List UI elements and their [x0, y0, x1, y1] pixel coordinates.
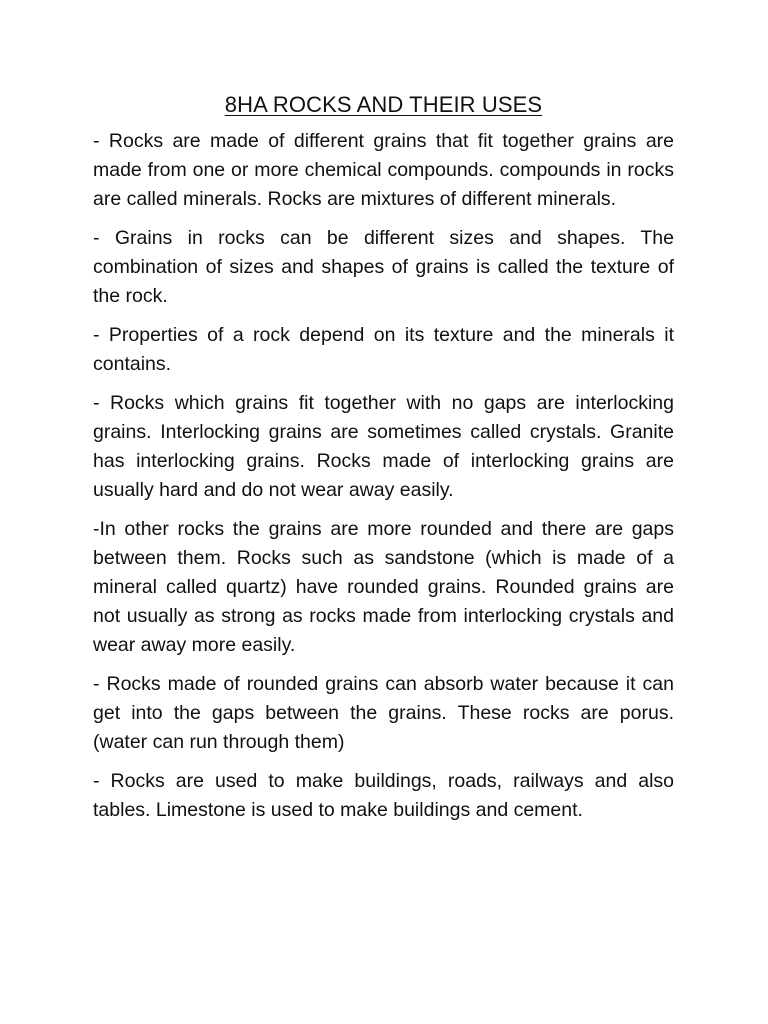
paragraph-interlocking-grains: - Rocks which grains fit together with no gaps are interlocking grains. Interlocking grains are sometimes called crystals. Granite has interlocking grains. Rocks made of interlocking grains are usually hard and do not wear away easily. — [93, 392, 674, 501]
paragraph-grains-minerals: - Rocks are made of different grains that fit together grains are made from one or more chemical compounds. compounds in rocks are called minerals. Rocks are mixtures of different minerals. — [93, 130, 674, 210]
paragraph-texture: - Grains in rocks can be different sizes and shapes. The combination of sizes and shapes of grains is called the texture of the rock. — [93, 227, 674, 307]
paragraph-rounded-grains: -In other rocks the grains are more rounded and there are gaps between them. Rocks such as sandstone (which is made of a mineral called quartz) have rounded grains. Rounded grains are not usually as strong as rocks made from interlocking crystals and wear away more easily. — [93, 518, 674, 656]
document-title: 8HA ROCKS AND THEIR USES — [224, 92, 543, 117]
paragraph-porous-rocks: - Rocks made of rounded grains can absorb water because it can get into the gaps between the grains. These rocks are porus. (water can run through them) — [93, 673, 674, 753]
paragraph-properties: - Properties of a rock depend on its texture and the minerals it contains. — [93, 324, 674, 375]
paragraph-rock-uses: - Rocks are used to make buildings, roads, railways and also tables. Limestone is used to make buildings and cement. — [93, 770, 674, 821]
document-page — [93, 88, 674, 835]
